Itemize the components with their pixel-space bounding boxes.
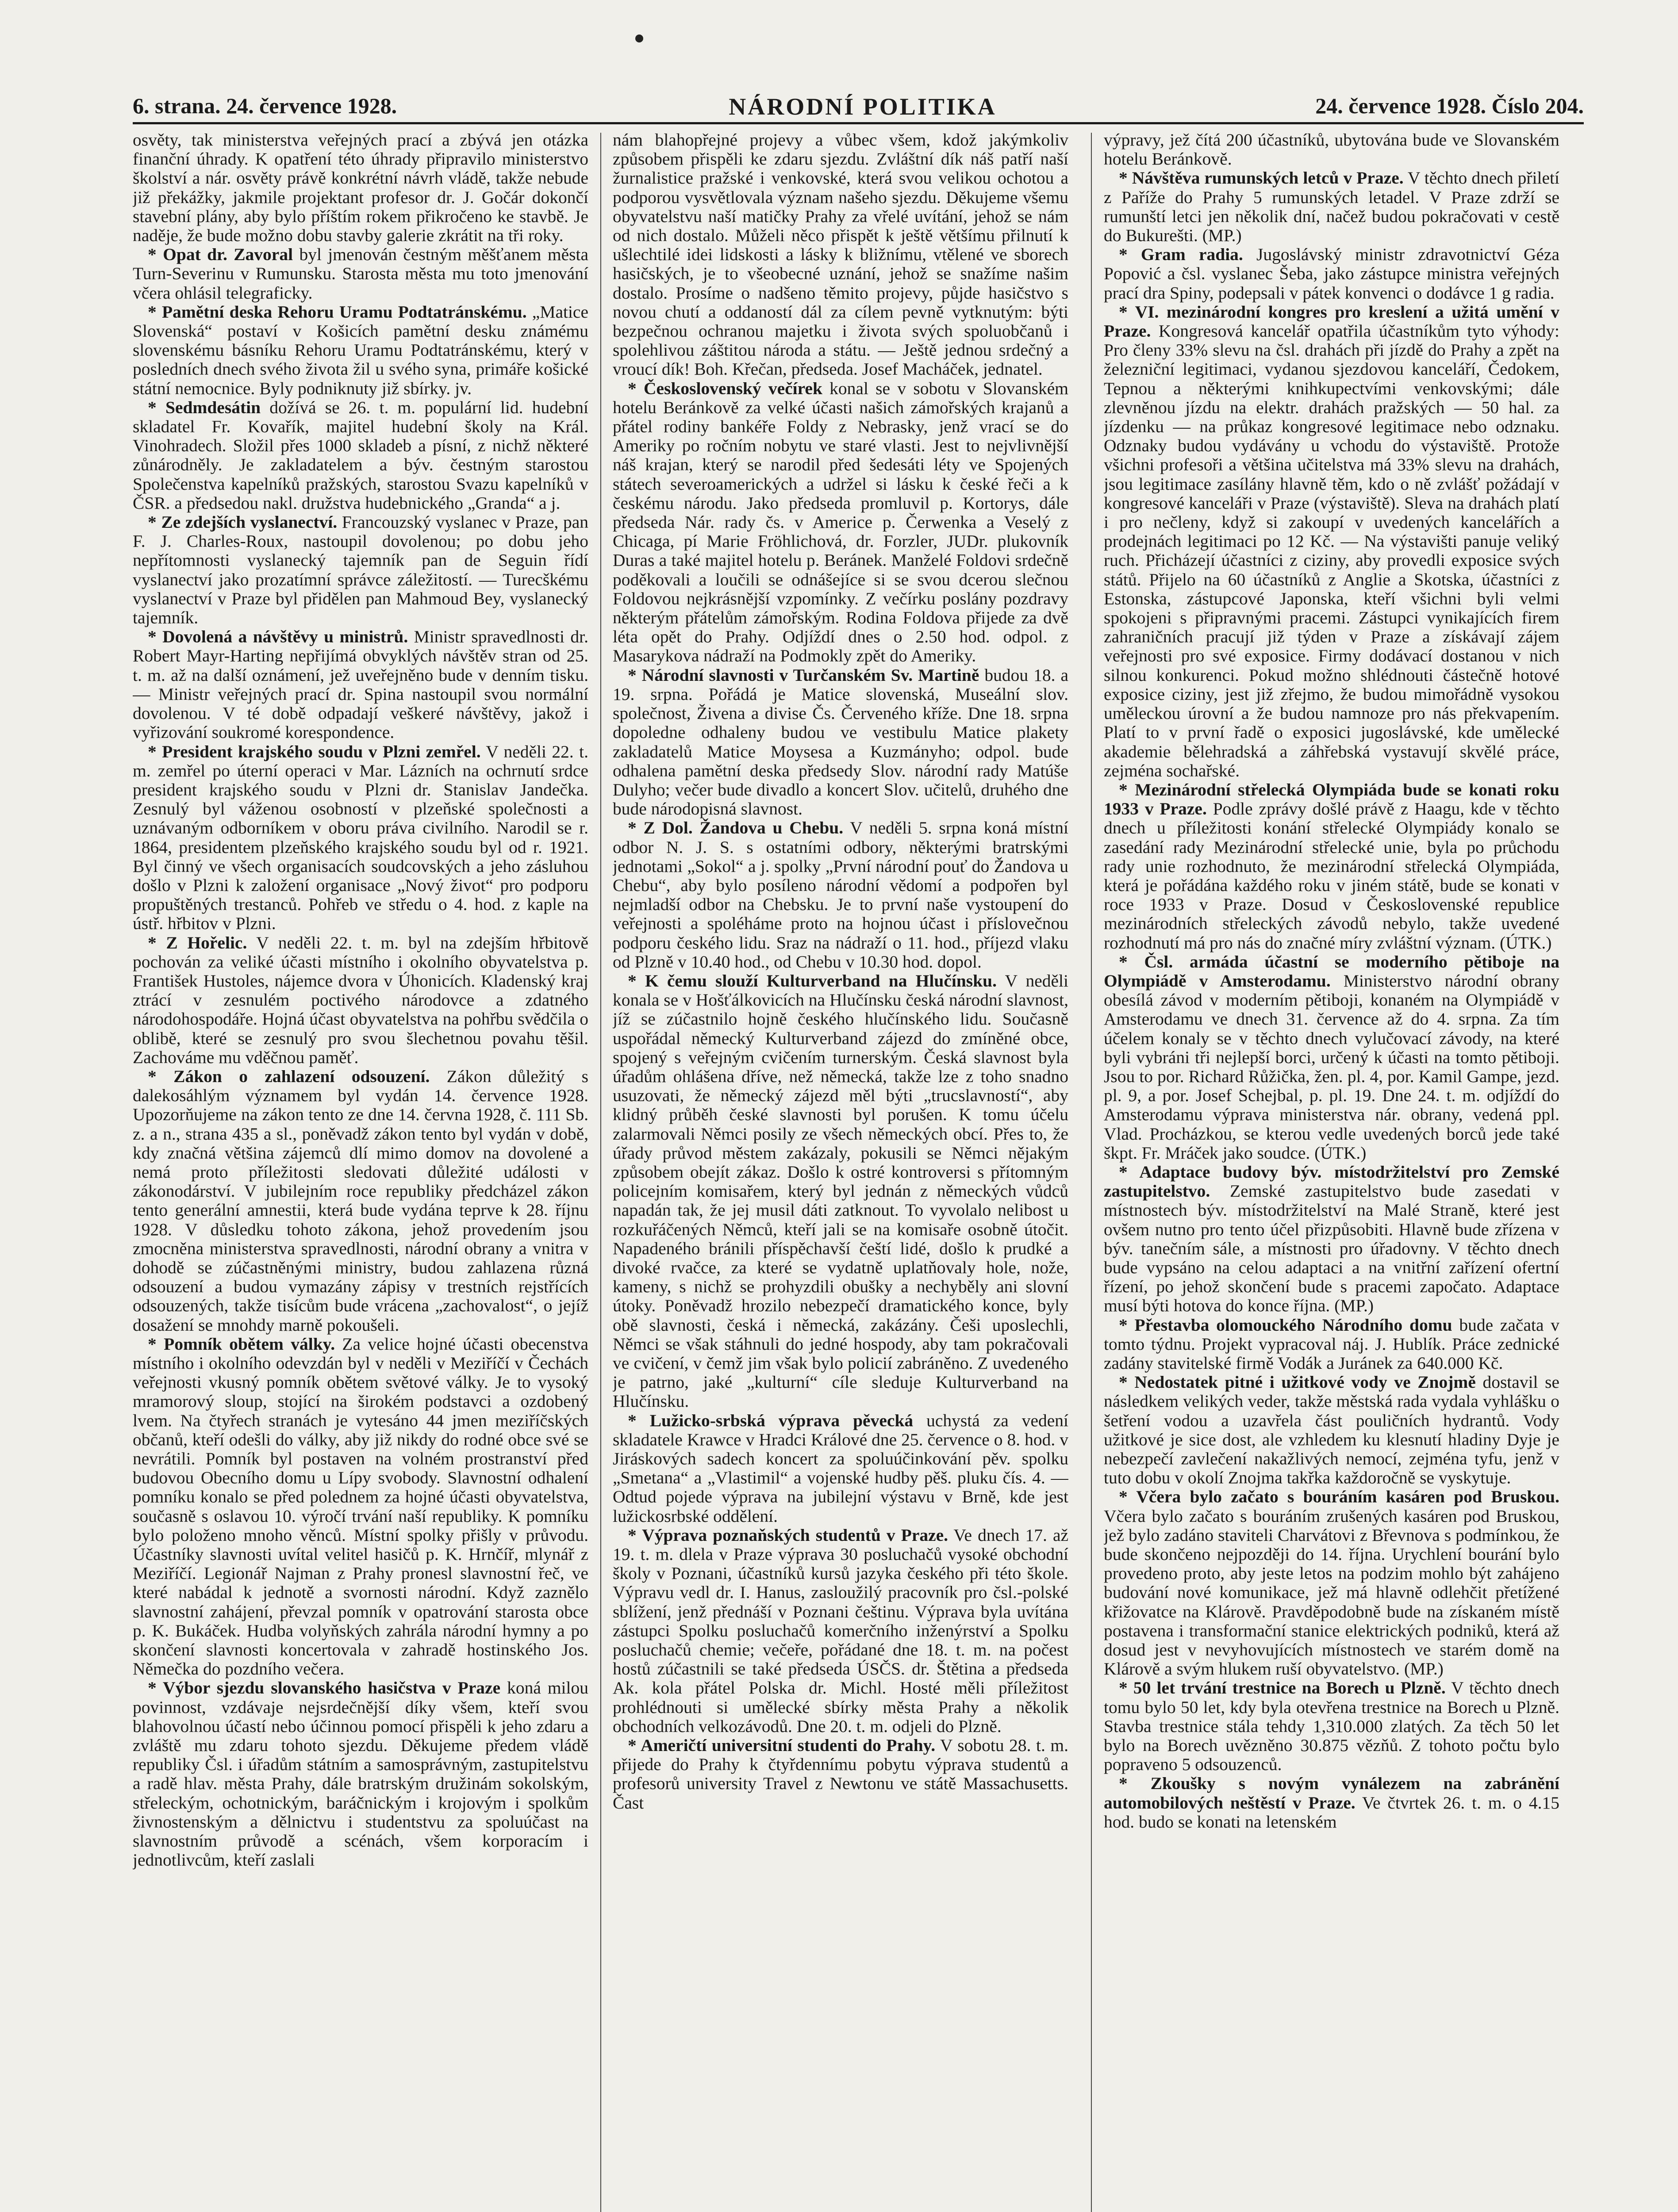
article-headline: * Lužicko-srbská výprava pěvecká [628,1410,914,1430]
article-paragraph [133,513,588,627]
article-paragraph [133,742,588,933]
article-paragraph [1104,1678,1559,1774]
article-headline: * Mezinárodní střelecká Olympiáda bude se konati roku 1933 v Praze. [1104,780,1559,819]
article-paragraph [133,1067,588,1335]
article-headline: * Z Dol. Žandova u Chebu. [628,818,844,838]
article-headline: * Zkoušky s novým vynálezem na zabránění automobilových neštěstí v Praze. [1104,1774,1559,1813]
article-headline: * Američtí universitní studenti do Prahy. [628,1736,936,1755]
article-headline: * Čsl. armáda účastní se moderního pětiboje na Olympiádě v Amsterodamu. [1104,952,1559,991]
article-paragraph [613,131,1068,379]
article-body: výpravy, jež čítá 200 účastníků, ubytována bude ve Slovanském hotelu Beránkově. [1104,131,1559,169]
article-headline: * Včera bylo začato s bouráním kasáren pod Bruskou. [1119,1487,1559,1507]
article-paragraph [1104,1163,1559,1316]
article-body: koná milou povinnost, vzdávaje nejsrdečnější díky všem, kteří svou blahovolnou účastí nebo účinnou pomocí přispěli k jeho zdaru a zvláště mu zdaru tohoto sjezdu. Děkujeme předem vládě republiky Čsl. i úřadům státním a samosprávným, zastupitelstvu a radě hlav. města Prahy, dále bratrským družinám sokolským, střeleckým, ochotnickým, baráčnickým i krojovým i spolkům živnostenským a dělnictvu i studentstvu za spoluúčast na slavnostním průvodě a scénách, všem korporacím i jednotlivcům, kteří zaslali [133,1678,588,1870]
article-paragraph [613,379,1068,666]
article-headline: * Výbor sjezdu slovanského hasičstva v Praze [148,1678,501,1698]
article-paragraph [1104,1774,1559,1832]
article-paragraph [1104,303,1559,780]
article-body: V těchto dnech tomu bylo 50 let, kdy byla otevřena trestnice na Borech u Plzně. Stavba trestnice stála tehdy 1,310.000 zlatých. Za těch 50 let bylo na Borech uvězněno 30.875 vězňů. Z tohoto počtu bylo popraveno 5 odsouzenců. [1104,1678,1559,1774]
article-paragraph [133,303,588,398]
column-divider [600,133,601,2212]
article-body: V neděli konala se v Hošťálkovicích na Hlučínsku česká národní slavnost, jíž se zúčastnilo hojně českého hlučínského lidu. Současně uspořádal německý Kulturverband zájezd do zmíněné obce, spojený s veřejným cvičením turnerským. Česká slavnost byla úřadům ohlášena dříve, než německá, takže lze z toho snadno usuzovati, že německý zájezd měl býti „trucslavností“, aby klidný průběh české slavnosti byl porušen. K tomu účelu zalarmovali Němci posily ze všech německých obcí. Přes to, že úřady průvod městem zakázaly, pokusili se Němci nějakým způsobem obejít zákaz. Došlo k ostré kontroversi s přítomným policejním komisařem, který byl jednán z německých vůdců napadán tak, že jej musil dáti zatknout. To vyvolalo nelibost u rozkuřáčených Němců, kteří jali se na komisaře osobně útočit. Napadeného bránili příspěchavší čeští lidé, došlo k prudké a divoké rvačce, za které se vydatně uplatňovaly hole, nože, kameny, s nichž se prohyzdili obušky a nechyběly ani slovní útoky. Poněvadž hrozilo nebezpečí dramatického konce, byly obě slavnosti, česká i německá, zakázány. Češi uposlechli, Němci se však stáhnuli do jedné hospody, aby tam pokračovali ve cvičení, v čemž jim však bylo policií zabráněno. Z uvedeného je patrno, jaké „kulturní“ cíle sleduje Kulturverband na Hlučínsku. [613,971,1068,1411]
article-headline: * Z Hořelic. [148,933,247,952]
article-paragraph [1104,131,1559,169]
article-headline: * Pomník obětem války. [148,1334,335,1354]
article-body: dostavil se následkem velikých veder, takže městská rada vydala vyhlášku o šetření vodou a uzavřela část pouličních hydrantů. Vody užitkové je sice dost, ale vzhledem ku klesnutí hladiny Dyje je nebezpečí zavlečení nakažlivých nemocí, zejména tyfu, jenž v tuto dobu v okolí Znojma takřka každoročně se vyskytuje. [1104,1372,1559,1488]
article-headline: * Národní slavnosti v Turčanském Sv. Martině [628,665,979,685]
article-body: dožívá se 26. t. m. populární lid. hudební skladatel Fr. Kovařík, majitel hudební školy na Král. Vinohradech. Složil přes 1000 skladeb a písní, z nichž některé zůnárodněly. Je zakladatelem a býv. čestným starostou Společenstva kapelníků pražských, starostou Svazu kapelníků v ČSR. a předsedou nakl. družstva hudebnického „Granda“ a j. [133,397,588,513]
article-headline: * K čemu slouží Kulturverband na Hlučínsku. [628,971,997,991]
article-body: konal se v sobotu v Slovanském hotelu Beránkově za velké účasti našich zámořských krajanů a přátel rodiny bankéře Foldy z Nebrasky, jenž vrací se do Ameriky po ročním nobytu ve staré vlasti. Jest to nejvlivnější náš krajan, který se narodil před šedesáti léty ve Spojených státech severoamerických a udržel si lásku k české řeči a k českému národu. Jako předseda promluvil p. Kortorys, dále předseda Nár. rady čs. v Americe p. Čerwenka a Veselý z Chicaga, pí Marie Fröhlichová, dr. Forzler, JUDr. plukovník Duras a také majitel hotelu p. Beránek. Manželé Foldovi srdečně poděkovali a loučili se odnášejíce si se svou dcerou slečnou Foldovou nejkrásnější vzpomínky. Z večírku poslány pozdravy některým přátelům zámořským. Rodina Foldova přijede za dvě léta opět do Prahy. Odjíždí dnes o 2.50 hod. odpol. z Masarykova nádraží na Podmokly zpět do Ameriky. [613,378,1068,666]
article-body: V sobotu 28. t. m. přijede do Prahy k čtyřdennímu pobytu výprava studentů a profesorů university Travel z Newtonu ve státě Massachusetts. Čast [613,1736,1068,1813]
article-headline: * VI. mezinárodní kongres pro kreslení a užitá umění v Praze. [1104,302,1559,341]
article-body: Za velice hojné účasti obecenstva místního i okolního odevzdán byl v neděli v Meziříčí v Čechách veřejnosti vkusný pomník obětem světové války. Je to vysoký mramorový sloup, stojící na širokém podstavci a ozdobený lvem. Na čtyřech stranách je vytesáno 44 jmen meziříčských občanů, kteří odešli do války, aby již nikdy do rodné obce své se nevrátili. Pomník byl postaven na volném prostranství před budovou Obecního domu u Lípy svobody. Slavnostní odhalení pomníku konalo se před polednem za hojné účasti obyvatelstva, současně s oslavou 10. výročí trvání naší republiky. K pomníku bylo položeno mnoho věnců. Místní spolky přišly v průvodu. Účastníky slavnosti uvítal velitel hasičů p. K. Hrnčíř, mlynář z Meziříčí. Legionář Najman z Prahy pronesl slavnostní řeč, ve které nabádal k jednotě a svornosti národní. Když zaznělo slavnostní zahájení, převzal pomník v opatrování starosta obce p. K. Bukáček. Hudba volyňských zahrála národní hymny a po skončení slavnosti koncertovala v zahradě hostinského Jos. Němečka do pozdního večera. [133,1334,588,1679]
article-paragraph [1104,245,1559,303]
article-paragraph [1104,952,1559,1163]
masthead-title: NÁRODNÍ POLITIKA [729,93,997,120]
article-body: byl jmenován čestným měšťanem města Turn-Severinu v Rumunsku. Starosta města mu toto jmenování včera ohlásil telegraficky. [133,245,588,303]
article-headline: * Zákon o zahlazení odsouzení. [148,1066,430,1086]
article-paragraph [133,1678,588,1870]
article-body: V neděli 5. srpna koná místní odbor N. J. S. s ostatními odbory, některými bratrskými jednotami „Sokol“ a j. spolky „První národní pouť do Žandova u Chebu“, aby bylo posíleno národní vědomí a podpořen byl nejmladší odbor na Chebsku. Je to první naše vystoupení do veřejnosti a spoléháme proto na hojnou účast i příslovečnou podporu českého lidu. Sraz na nádraží o 11. hod., příjezd vlaku od Plzně v 10.40 hod., od Chebu v 10.30 hod. dopol. [613,818,1068,972]
article-headline: * Ze zdejších vyslanectví. [148,512,338,532]
article-body: Zákon důležitý s dalekosáhlým významem byl vydán 14. července 1928. Upozorňujeme na zákon tento ze dne 14. června 1928, č. 111 Sb. z. a n., strana 435 a sl., poněvadž zákon tento byl vydán v době, kdy značná většina zájemců dlí mimo domov na dovolené a nemá proto příležitosti sledovati důležité události v zákonodárství. V jubilejním roce republiky předcházel zákon tento generální amnestii, která bude vydána teprve k 28. říjnu 1928. V důsledku tohoto zákona, jehož provedením jsou zmocněna ministerstva spravedlnosti, národní obrany a vnitra v dohodě se zúčastněnými ministry, budou zahlazena různá odsouzení a budou vymazány zápisy v trestních rejstřících odsouzených, takže tisícům bude vrácena „zachovalost“, o jejíž dosažení se mnohdy marně pokoušeli. [133,1066,588,1335]
article-headline: * Opat dr. Zavoral [148,245,293,265]
page-header [133,93,1584,133]
article-headline: * Sedmdesátin [148,397,261,417]
article-headline: * Adaptace budovy býv. místodržitelství pro Zemské zastupitelstvo. [1104,1162,1559,1201]
header-rule [133,122,1584,124]
article-headline: * Výprava poznaňských studentů v Praze. [628,1525,948,1545]
article-paragraph [1104,169,1559,245]
article-headline: * Československý večírek [628,378,822,398]
article-body: bude začata v tomto týdnu. Projekt vypracoval náj. J. Hublík. Práce zednické zadány stavitelské firmě Vodák a Juránek za 640.000 Kč. [1104,1315,1559,1373]
article-paragraph [133,1335,588,1679]
article-body: Ministr spravedlnosti dr. Robert Mayr-Harting nepřijímá obvyklých návštěv stran od 25. t. m. až na další oznámení, jež uveřejněno bude v denním tisku. — Ministr veřejných prací dr. Spina nastoupil svou normální dovolenou. V té době odpadají veškeré návštěvy, jakož i vyřizování soukromé korespondence. [133,627,588,742]
article-body: osvěty, tak ministerstva veřejných prací a zbývá jen otázka finanční úhrady. K opatření této úhrady připravilo ministerstvo školství a nár. osvěty právě konkrétní návrh vládě, takže nebude již překážky, jakmile projektant profesor dr. J. Gočár dokončí stavební plány, aby bylo příštím rokem přikročeno ke stavbě. Je naděje, že bude možno dobu stavby galerie zkrátit na tři roky. [133,131,588,246]
article-body: V těchto dnech přiletí z Paříže do Prahy 5 rumunských letadel. V Praze zdrží se rumunští letci jen několik dní, načež budou pokračovati v cestě do Bukurešti. (MP.) [1104,168,1559,246]
article-body: Ve dnech 17. až 19. t. m. dlela v Praze výprava 30 posluchačů vysoké obchodní školy v Poznani, účastníků kursů jazyka českého při této škole. Výpravu vedl dr. I. Hanus, zasloužilý pracovník pro čsl.-polské sblížení, jenž přednáší v Poznani češtinu. Výprava byla uvítána zástupci Spolku posluchačů komerčního inženýrství a Spolku posluchačů chemie; večeře, pořádané dne 18. t. m. na počest hostů zúčastnili se také předseda ÚSČS. dr. Štětina a předseda Ak. kola přátel Polska dr. Michl. Hosté měli příležitost prohlédnouti si umělecké sbírky města Prahy a několik obchodních velkozávodů. Dne 20. t. m. odjeli do Plzně. [613,1525,1068,1736]
header-page-date: 6. strana. 24. července 1928. [133,93,397,118]
article-paragraph [1104,1487,1559,1678]
article-paragraph [613,972,1068,1411]
article-headline: * Gram radia. [1119,245,1243,265]
article-paragraph [133,933,588,1067]
ink-spot [635,35,643,42]
column-1 [133,131,588,2212]
article-headline: * 50 let trvání trestnice na Borech u Plzně. [1119,1678,1446,1698]
column-3 [1104,131,1559,2212]
article-paragraph [133,627,588,742]
article-body: Včera bylo začato s bouráním zrušených kasáren pod Bruskou, jež bylo zadáno staviteli Charvátovi z Břevnova s podmínkou, že bude skončeno nejpozději do 14. října. Urychlení bourání bylo provedeno proto, aby jeste letos na podzim mohlo být zahájeno budování nové komunikace, jež má hlavně odlehčit přetížené křižovatce na Klárově. Pravděpodobně bude na získaném místě postavena i transformační stanice elektrických podniků, která až dosud jest v nevyhovujících místnostech ve starém domě na Klárově a svým hlukem ruší obyvatelstvo. (MP.) [1104,1506,1559,1679]
article-body: budou 18. a 19. srpna. Pořádá je Matice slovenská, Museální slov. společnost, Živena a divise Čs. Červeného kříže. Dne 18. srpna dopoledne odhaleny budou ve vestibulu Matice plakety zakladatelů Matice Moysesa a Kuzmányho; odpol. bude odhalena pamětní deska předsedy Slov. národní rady Matúše Dulyho; večer bude divadlo a koncert Slov. učitelů, druhého dne bude národopisná slavnost. [613,665,1068,819]
column-2 [613,131,1068,2212]
article-body: Zemské zastupitelstvo bude zasedati v místnostech býv. místodržitelství na Malé Straně, které jest ovšem nutno pro tento účel přizpůsobiti. Hlavně bude zřízena v býv. tanečním sále, a místnosti pro úřadovny. V těchto dnech bude vypsáno na celou adaptaci a na vnitřní zařízení ofertní řízení, po jehož skončení bude s pracemi započato. Adaptace musí býti hotova do konce října. (MP.) [1104,1181,1559,1316]
header-date-issue: 24. července 1928. Číslo 204. [1315,93,1584,118]
article-body: Kongresová kancelář opatřila účastníkům tyto výhody: Pro členy 33% slevu na čsl. drahách při jízdě do Prahy a zpět na železniční legitimaci, vydanou sjezdovou kanceláří, Čedokem, Tepnou a některými knihkupectvími venkovskými; dále zlevněnou jízdu na elektr. drahách pražských — 50 hal. za jízdenku — na průkaz kongresové legitimace nebo odznaku. Odznaky budou vydávány u vchodu do výstaviště. Protože všichni profesoři a většina učitelstva má 33% slevu na drahách, jsou legitimace zasílány hlavně těm, kdo o ně zvlášť požádají v kongresové kanceláři v Praze (výstaviště). Sleva na drahách platí i pro nečleny, když si zakoupí v uvedených kancelářích a prodejnách legitimaci po 12 Kč. — Na výstavišti panuje veliký ruch. Přicházejí účastníci z ciziny, aby provedli exposice svých států. Přijelo na 60 účastníků z Anglie a Skotska, účastníci z Estonska, zástupcové Japonska, kteří všichni byli velmi spokojeni s připravnými pracemi. Zástupci vynikajících firem zahraničních pracují již týden v Praze a získávají zájem veřejnosti pro své exposice. Firmy dodávací dostanou v nich silnou konkurenci. Pokud možno shlédnouti částečně hotové exposice ciziny, jest již zřejmo, že budou mimořádně vysokou uměleckou úrovní a že budou namnoze pro nás překvapením. Platí to v první řadě o exposici jugoslávské, kde umělecké akademie bělehradská a záhřebská vystavují skvělé práce, zejména sochařské. [1104,321,1559,780]
article-paragraph [613,666,1068,819]
article-body: Francouzský vyslanec v Praze, pan F. J. Charles-Roux, nastoupil dovolenou; po dobu jeho nepřítomnosti vyslanecký tajemník pan de Seguin řídí vyslanectví jako prozatímní správce záležitostí. — Turecškému vyslanectví v Praze byl přidělen pan Mahmoud Bey, vyslanecký tajemník. [133,512,588,628]
article-paragraph [1104,780,1559,952]
article-paragraph [133,245,588,303]
article-body: nám blahopřejné projevy a vůbec všem, kdož jakýmkoliv způsobem přispěli ke zdaru sjezdu. Zvláštní dík náš patří naší žurnalistice pražské i venkovské, která svou velikou ochotou a podporou vysvětlovala význam našeho sjezdu. Děkujeme všemu obyvatelstvu naší matičky Prahy za vřelé uvítání, jehož se nám od nich dostalo. Můželi něco přispět k ještě většímu přilnutí k ušlechtilé idei lidskosti a lásky k bližnímu, vtělené ve sborech hasičských, je to všeobecné uznání, jehož se snažíme našim dostalo. Prosíme o nadšeno těmito projevy, půjde hasičstvo s novou chutí a oddaností dál za cílem pevně vytknutým: býti bezpečnou ochranou majetku i života svých spoluobčanů i spolehlivou záštitou národa a státu. — Ještě jednou srdečný a vroucí dík! Boh. Křečan, předseda. Josef Macháček, jednatel. [613,131,1068,379]
article-body: „Matice Slovenská“ postaví v Košicích pamětní desku známému slovenskému básníku Rehoru Uramu Podtatránskému, který v posledních dnech svého života žil u svého syna, primáře košické státní nemocnice. Byly podniknuty již sbírky. jv. [133,302,588,398]
article-headline: * President krajského soudu v Plzni zemřel. [148,741,481,761]
article-body: Ministerstvo národní obrany obesílá závod v moderním pětiboji, konaném na Olympiádě v Amsterodamu ve dnech 31. července až do 4. srpna. Za tím účelem konaly se v těchto dnech vylučovací závody, na které byli vybráni tři nejlepší borci, určený k účasti na tomto pětiboji. Jsou to por. Richard Růžička, žen. pl. 4, por. Kamil Gampe, jezd. pl. 9, a por. Josef Schejbal, p. pl. 19. Dne 24. t. m. odjíždí do Amsterodamu výprava ministerstva nár. obrany, vedená ppl. Vlad. Procházkou, se kterou vedle uvedených borců jede také škpt. Fr. Mráček jako soudce. (ÚTK.) [1104,971,1559,1163]
article-body: V neděli 22. t. m. byl na zdejším hřbitově pochován za veliké účasti místního i okolního obyvatelstva p. František Hustoles, nájemce dvora v Úhonicích. Kladenský kraj ztrácí v zesnulém poctivého národovce a zdatného národohospodáře. Hojná účast obyvatelstva na pohřbu svědčila o oblibě, které se zesnulý pro svou šlechetnou povahu těšil. Zachováme mu vděčnou paměť. [133,933,588,1067]
article-headline: * Nedostatek pitné i užitkové vody ve Znojmě [1119,1372,1476,1392]
article-paragraph [1104,1316,1559,1373]
article-paragraph [613,818,1068,972]
article-body: Ve čtvrtek 26. t. m. o 4.15 hod. budo se konati na letenském [1104,1793,1559,1832]
article-paragraph [133,398,588,513]
article-headline: * Dovolená a návštěvy u ministrů. [148,627,408,647]
article-paragraph [133,131,588,245]
column-divider [1091,133,1092,2212]
article-body: Jugoslávský ministr zdravotnictví Géza Popović a čsl. vyslanec Šeba, jako zástupce ministra veřejných prací dra Spiny, podepsali v pátek konvenci o dodávce 1 g radia. [1104,245,1559,303]
article-headline: * Pamětní deska Rehoru Uramu Podtatránskému. [148,302,527,322]
article-paragraph [613,1411,1068,1526]
article-headline: * Návštěva rumunských letců v Praze. [1119,168,1404,188]
article-paragraph [1104,1373,1559,1487]
article-paragraph [613,1736,1068,1813]
article-headline: * Přestavba olomouckého Národního domu [1119,1315,1452,1335]
article-body: V neděli 22. t. m. zemřel po úterní operaci v Mar. Lázních na ochrnutí srdce president krajského soudu v Plzni dr. Stanislav Jandečka. Zesnulý byl váženou osobností v plzeňské společnosti a uznávaným odborníkem v oboru práva civilního. Narodil se r. 1864, presidentem plzeňského krajského soudu byl od r. 1921. Byl činný ve všech organisacích soudcovských a jeho zásluhou došlo v Plzni k založení organisace „Nový život“ pro podporu propuštěných trestanců. Pohřeb ve středu o 4. hod. z kaple na ústř. hřbitov v Plzni. [133,741,588,933]
article-body: Podle zprávy došlé právě z Haagu, kde v těchto dnech u příležitosti konání střelecké Olympiády konalo se zasedání rady Mezinárodní střelecké unie, byla po průchodu rady unie rozhodnuto, že mezinárodní střelecká Olympiáda, která je pořádána každého roku v jiném státě, bude se konati v roce 1933 v Praze. Dosud v Československé republice mezinárodních střeleckých závodů nebylo, takže uvedené rozhodnutí má pro nás do značné míry zvláštní význam. (ÚTK.) [1104,799,1559,952]
article-paragraph [613,1526,1068,1736]
article-body: uchystá za vedení skladatele Krawce v Hradci Králové dne 25. července o 8. hod. v Jiráskových sadech koncert za spoluúčinkování pěv. spolku „Smetana“ a „Vlastimil“ a vojenské hudby pěš. pluku čís. 4. — Odtud pojede výprava na jubilejní výstavu v Brně, kde jest lužickosrbské oddělení. [613,1410,1068,1526]
